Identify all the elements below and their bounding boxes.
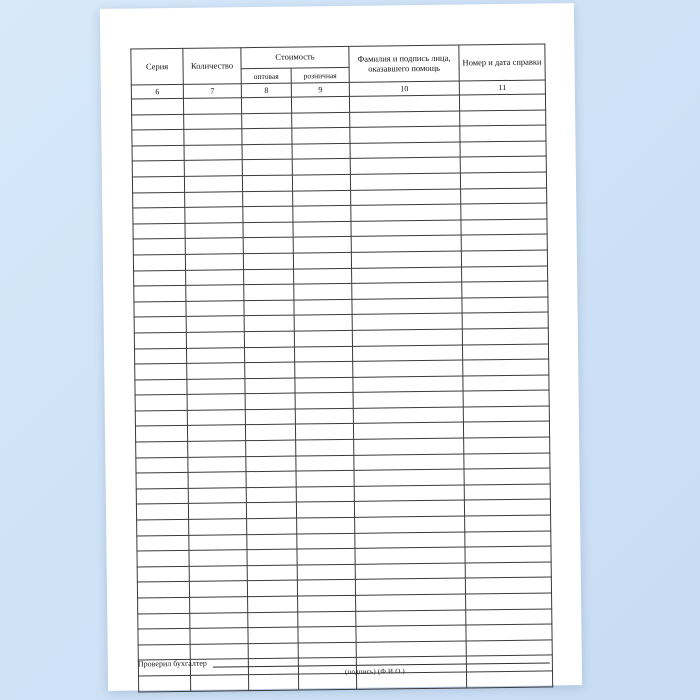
header-seria: Серия: [131, 48, 183, 85]
table-cell[interactable]: [188, 456, 246, 472]
column-number-11: 11: [459, 80, 545, 95]
table-cell[interactable]: [354, 485, 464, 502]
table-cell[interactable]: [463, 375, 549, 392]
table-cell[interactable]: [136, 473, 188, 489]
table-cell[interactable]: [248, 612, 298, 628]
column-number-6: 6: [131, 84, 183, 99]
table-cell[interactable]: [462, 297, 548, 314]
table-cell[interactable]: [188, 472, 246, 488]
table-cell[interactable]: [246, 487, 296, 503]
table-cell[interactable]: [132, 161, 184, 177]
table-cell[interactable]: [187, 425, 245, 441]
table-cell[interactable]: [296, 502, 354, 518]
table-cell[interactable]: [463, 406, 549, 423]
table-cell[interactable]: [135, 395, 187, 411]
table-cell[interactable]: [133, 239, 185, 255]
table-cell[interactable]: [190, 628, 248, 644]
table-cell[interactable]: [298, 595, 356, 611]
table-cell[interactable]: [185, 222, 243, 238]
table-cell[interactable]: [352, 298, 462, 315]
table-cell[interactable]: [294, 346, 352, 362]
column-number-7: 7: [183, 84, 241, 99]
table-cell[interactable]: [294, 299, 352, 315]
table-cell[interactable]: [462, 328, 548, 345]
table-cell[interactable]: [466, 609, 552, 626]
table-cell[interactable]: [245, 393, 295, 409]
table-cell[interactable]: [350, 157, 460, 174]
header-familiya: Фамилия и подпись лица, оказавшего помощь: [349, 45, 459, 82]
table-cell[interactable]: [296, 486, 354, 502]
table-cell[interactable]: [295, 377, 353, 393]
table-cell[interactable]: [247, 549, 297, 565]
table-cell[interactable]: [248, 596, 298, 612]
table-cell[interactable]: [138, 597, 190, 613]
table-cell[interactable]: [354, 454, 464, 471]
table-cell[interactable]: [354, 469, 464, 486]
table-cell[interactable]: [297, 580, 355, 596]
table-cell[interactable]: [353, 376, 463, 393]
table-cell[interactable]: [465, 515, 551, 532]
table-cell[interactable]: [297, 533, 355, 549]
table-cell[interactable]: [464, 468, 550, 485]
table-body: [131, 94, 552, 692]
table-cell[interactable]: [137, 566, 189, 582]
table-cell[interactable]: [133, 208, 185, 224]
table-cell[interactable]: [356, 610, 466, 627]
header-nomer-data: Номер и дата справки: [459, 44, 545, 81]
header-stoimost-optovaya: оптовая: [241, 68, 291, 84]
table-cell[interactable]: [461, 250, 547, 267]
table-cell[interactable]: [460, 156, 546, 173]
table-cell[interactable]: [462, 343, 548, 360]
header-row-main: [131, 44, 545, 70]
table-cell[interactable]: [185, 207, 243, 223]
table-cell[interactable]: [465, 531, 551, 548]
table-cell[interactable]: [244, 331, 294, 347]
table-cell[interactable]: [295, 361, 353, 377]
table-cell[interactable]: [462, 266, 548, 283]
table-cell[interactable]: [184, 144, 242, 160]
table-cell[interactable]: [350, 142, 460, 159]
table-cell[interactable]: [137, 535, 189, 551]
table-cell[interactable]: [135, 348, 187, 364]
table-cell[interactable]: [186, 332, 244, 348]
table-cell[interactable]: [183, 98, 241, 114]
table-cell[interactable]: [190, 597, 248, 613]
table-cell[interactable]: [137, 551, 189, 567]
table-cell[interactable]: [184, 160, 242, 176]
table-cell[interactable]: [246, 502, 296, 518]
signature-caption: (подпись) (Ф.И.О.): [344, 667, 405, 676]
table-cell[interactable]: [463, 359, 549, 376]
table-cell[interactable]: [135, 363, 187, 379]
table-cell[interactable]: [189, 550, 247, 566]
table-cell[interactable]: [134, 286, 186, 302]
table-cell[interactable]: [245, 409, 295, 425]
table-cell[interactable]: [241, 97, 291, 113]
table-cell[interactable]: [242, 144, 292, 160]
table-cell[interactable]: [190, 612, 248, 628]
table-cell[interactable]: [350, 111, 460, 128]
table-cell[interactable]: [292, 159, 350, 175]
table-cell[interactable]: [135, 410, 187, 426]
table-cell[interactable]: [466, 593, 552, 610]
table-cell[interactable]: [134, 270, 186, 286]
table-cell[interactable]: [244, 315, 294, 331]
table-cell[interactable]: [136, 504, 188, 520]
table-cell[interactable]: [133, 254, 185, 270]
table-cell[interactable]: [295, 408, 353, 424]
table-cell[interactable]: [463, 421, 549, 438]
table-cell[interactable]: [350, 126, 460, 143]
header-stoimost-roznichnaya: розничная: [291, 67, 349, 83]
table-cell[interactable]: [352, 313, 462, 330]
table-cell[interactable]: [185, 191, 243, 207]
column-number-8: 8: [241, 83, 291, 98]
table-cell[interactable]: [354, 438, 464, 455]
table-cell[interactable]: [137, 582, 189, 598]
header-kolichestvo: Количество: [183, 48, 241, 85]
table-cell[interactable]: [245, 362, 295, 378]
header-stoimost: Стоимость: [241, 46, 349, 68]
table-cell[interactable]: [292, 112, 350, 128]
table-cell[interactable]: [296, 471, 354, 487]
table-cell[interactable]: [353, 391, 463, 408]
table-cell[interactable]: [245, 425, 295, 441]
table-cell[interactable]: [464, 437, 550, 454]
table-cell[interactable]: [355, 532, 465, 549]
table-cell[interactable]: [138, 613, 190, 629]
table-cell[interactable]: [135, 379, 187, 395]
table-cell[interactable]: [353, 345, 463, 362]
table-cell[interactable]: [461, 219, 547, 236]
table-cell[interactable]: [248, 627, 298, 643]
table-cell[interactable]: [188, 441, 246, 457]
table-cell[interactable]: [355, 563, 465, 580]
table-cell[interactable]: [293, 206, 351, 222]
document-sheet: [100, 3, 582, 691]
table-cell[interactable]: [247, 565, 297, 581]
document-body: [130, 43, 551, 648]
table-cell[interactable]: [184, 113, 242, 129]
table-cell[interactable]: [293, 221, 351, 237]
table-cell[interactable]: [351, 251, 461, 268]
table-cell[interactable]: [351, 204, 461, 221]
table-cell[interactable]: [136, 457, 188, 473]
table-cell[interactable]: [134, 301, 186, 317]
table-cell[interactable]: [243, 237, 293, 253]
table-cell[interactable]: [293, 190, 351, 206]
table-cell[interactable]: [464, 453, 550, 470]
table-cell[interactable]: [352, 329, 462, 346]
table-cell[interactable]: [186, 347, 244, 363]
table-cell[interactable]: [464, 484, 550, 501]
table-cell[interactable]: [356, 625, 466, 642]
table-cell[interactable]: [298, 611, 356, 627]
ledger-table: [130, 43, 553, 692]
table-cell[interactable]: [353, 422, 463, 439]
table-cell[interactable]: [465, 546, 551, 563]
table-cell[interactable]: [189, 581, 247, 597]
table-cell[interactable]: [292, 143, 350, 159]
table-cell[interactable]: [188, 488, 246, 504]
table-cell[interactable]: [188, 503, 246, 519]
table-cell[interactable]: [186, 269, 244, 285]
table-cell[interactable]: [132, 114, 184, 130]
table-cell[interactable]: [136, 441, 188, 457]
table-cell[interactable]: [245, 378, 295, 394]
table-cell[interactable]: [294, 330, 352, 346]
table-cell[interactable]: [354, 500, 464, 517]
table-cell[interactable]: [133, 223, 185, 239]
table-cell[interactable]: [244, 284, 294, 300]
table-cell[interactable]: [136, 488, 188, 504]
table-cell[interactable]: [293, 237, 351, 253]
table-cell[interactable]: [291, 96, 349, 112]
table-cell[interactable]: [242, 113, 292, 129]
table-cell[interactable]: [187, 363, 245, 379]
table-cell[interactable]: [351, 235, 461, 252]
table-cell[interactable]: [353, 360, 463, 377]
table-cell[interactable]: [132, 145, 184, 161]
table-cell[interactable]: [186, 300, 244, 316]
table-cell[interactable]: [296, 455, 354, 471]
table-cell[interactable]: [461, 203, 547, 220]
table-cell[interactable]: [356, 594, 466, 611]
table-cell[interactable]: [295, 393, 353, 409]
table-cell[interactable]: [465, 577, 551, 594]
table-cell[interactable]: [297, 517, 355, 533]
table-cell[interactable]: [353, 407, 463, 424]
table-cell[interactable]: [133, 192, 185, 208]
table-cell[interactable]: [294, 283, 352, 299]
table-cell[interactable]: [463, 390, 549, 407]
table-cell[interactable]: [246, 471, 296, 487]
table-cell[interactable]: [349, 95, 459, 112]
table-cell[interactable]: [461, 188, 547, 205]
table-cell[interactable]: [461, 234, 547, 251]
table-cell[interactable]: [246, 440, 296, 456]
table-cell[interactable]: [244, 347, 294, 363]
table-cell[interactable]: [296, 439, 354, 455]
table-cell[interactable]: [292, 128, 350, 144]
table-cell[interactable]: [297, 564, 355, 580]
table-cell[interactable]: [355, 547, 465, 564]
checked-by-label: Проверил бухгалтер: [137, 658, 207, 669]
table-cell[interactable]: [244, 300, 294, 316]
table-cell[interactable]: [355, 578, 465, 595]
table-cell[interactable]: [135, 426, 187, 442]
table-cell[interactable]: [189, 519, 247, 535]
column-number-9: 9: [291, 82, 349, 97]
table-cell[interactable]: [460, 110, 546, 127]
table-cell[interactable]: [132, 176, 184, 192]
table-cell[interactable]: [294, 315, 352, 331]
table-cell[interactable]: [460, 141, 546, 158]
table-cell[interactable]: [184, 176, 242, 192]
table-cell[interactable]: [242, 159, 292, 175]
table-header: [131, 44, 546, 99]
table-cell[interactable]: [131, 98, 183, 114]
table-cell[interactable]: [293, 252, 351, 268]
table-cell[interactable]: [355, 516, 465, 533]
table-cell[interactable]: [298, 627, 356, 643]
table-cell[interactable]: [460, 172, 546, 189]
table-cell[interactable]: [186, 285, 244, 301]
table-cell[interactable]: [462, 312, 548, 329]
table-cell[interactable]: [292, 174, 350, 190]
table-cell[interactable]: [294, 268, 352, 284]
table-cell[interactable]: [465, 562, 551, 579]
table-cell[interactable]: [459, 94, 545, 111]
table-cell[interactable]: [185, 254, 243, 270]
table-cell[interactable]: [134, 317, 186, 333]
table-cell[interactable]: [243, 206, 293, 222]
table-cell[interactable]: [187, 378, 245, 394]
table-cell[interactable]: [464, 499, 550, 516]
table-cell[interactable]: [185, 238, 243, 254]
table-cell[interactable]: [184, 129, 242, 145]
table-cell[interactable]: [138, 629, 190, 645]
table-cell[interactable]: [186, 316, 244, 332]
table-cell[interactable]: [132, 130, 184, 146]
column-number-10: 10: [349, 81, 459, 96]
table-cell[interactable]: [189, 534, 247, 550]
table-cell[interactable]: [297, 549, 355, 565]
table-cell[interactable]: [243, 191, 293, 207]
table-cell[interactable]: [243, 222, 293, 238]
table-cell[interactable]: [187, 394, 245, 410]
table-cell[interactable]: [351, 220, 461, 237]
table-cell[interactable]: [243, 253, 293, 269]
table-cell[interactable]: [350, 173, 460, 190]
table-cell[interactable]: [352, 267, 462, 284]
table-cell[interactable]: [462, 281, 548, 298]
table-cell[interactable]: [189, 565, 247, 581]
table-cell[interactable]: [247, 580, 297, 596]
table-cell[interactable]: [466, 624, 552, 641]
table-cell[interactable]: [137, 519, 189, 535]
table-cell[interactable]: [247, 518, 297, 534]
table-cell[interactable]: [244, 269, 294, 285]
table-cell[interactable]: [242, 128, 292, 144]
table-cell[interactable]: [295, 424, 353, 440]
table-cell[interactable]: [246, 456, 296, 472]
table-cell[interactable]: [247, 534, 297, 550]
table-cell[interactable]: [134, 332, 186, 348]
table-cell[interactable]: [460, 125, 546, 142]
table-cell[interactable]: [242, 175, 292, 191]
table-cell[interactable]: [352, 282, 462, 299]
table-cell[interactable]: [187, 410, 245, 426]
table-cell[interactable]: [351, 189, 461, 206]
